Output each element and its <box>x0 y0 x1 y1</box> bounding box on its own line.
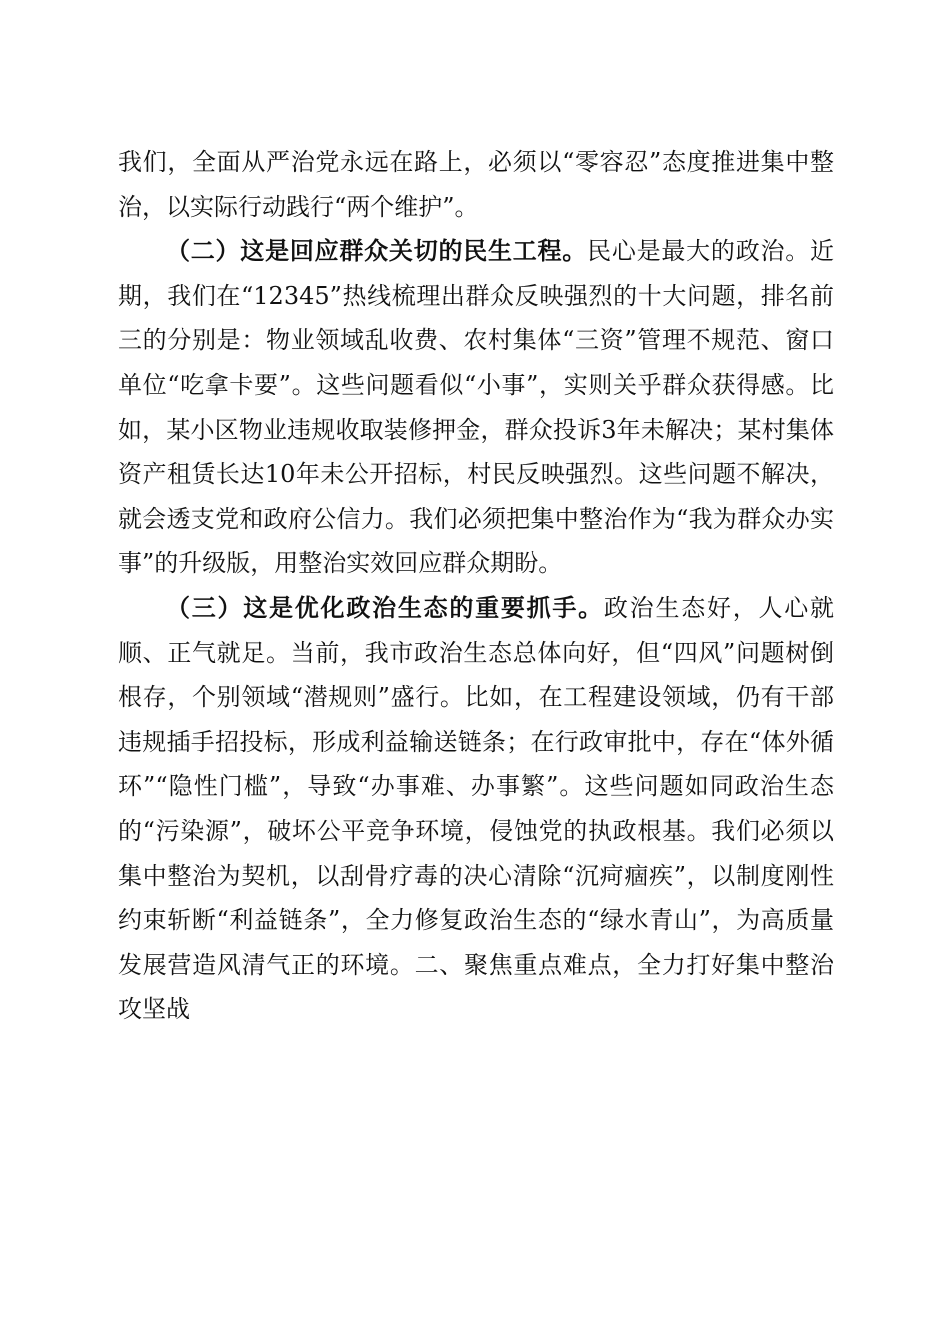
paragraph-3-text: 政治生态好，人心就顺、正气就足。当前，我市政治生态总体向好，但“四风”问题树倒根存，个别领域“潜规则”盛行。比如，在工程建设领域，仍有干部违规插手招投标，形成利益输送链条；在行政审批中，存在“体外循环”“隐性门槛”，导致“办事难、办事繁”。这些问题如同政治生态的“污染源”，破坏公平竞争环境，侵蚀党的执政根基。我们必须以集中整治为契机，以刮骨疗毒的决心清除“沉疴痼疾”，以制度刚性约束斩断“利益链条”，全力修复政治生态的“绿水青山”，为高质量发展营造风清气正的环境。二、聚焦重点难点，全力打好集中整治攻坚战 <box>118 593 835 1024</box>
paragraph-1 <box>118 140 834 229</box>
paragraph-2-text: 民心是最大的政治。近期，我们在“12345”热线梳理出群众反映强烈的十大问题，排名前三的分别是：物业领域乱收费、农村集体“三资”管理不规范、窗口单位“吃拿卡要”。这些问题看似“小事”，实则关乎群众获得感。比如，某小区物业违规收取装修押金，群众投诉3年未解决；某村集体资产租赁长达10年未公开招标，村民反映强烈。这些问题不解决，就会透支党和政府公信力。我们必须把集中整治作为“我为群众办实事”的升级版，用整治实效回应群众期盼。 <box>118 237 835 578</box>
paragraph-2 <box>118 229 834 586</box>
paragraph-2-heading: （二）这是回应群众关切的民生工程。 <box>166 236 588 266</box>
paragraph-3-heading: （三）这是优化政治生态的重要抓手。 <box>166 592 604 622</box>
document-body <box>118 140 834 1032</box>
paragraph-1-text: 我们，全面从严治党永远在路上，必须以“零容忍”态度推进集中整治，以实际行动践行“两个维护”。 <box>118 148 834 221</box>
paragraph-3 <box>118 586 834 1032</box>
